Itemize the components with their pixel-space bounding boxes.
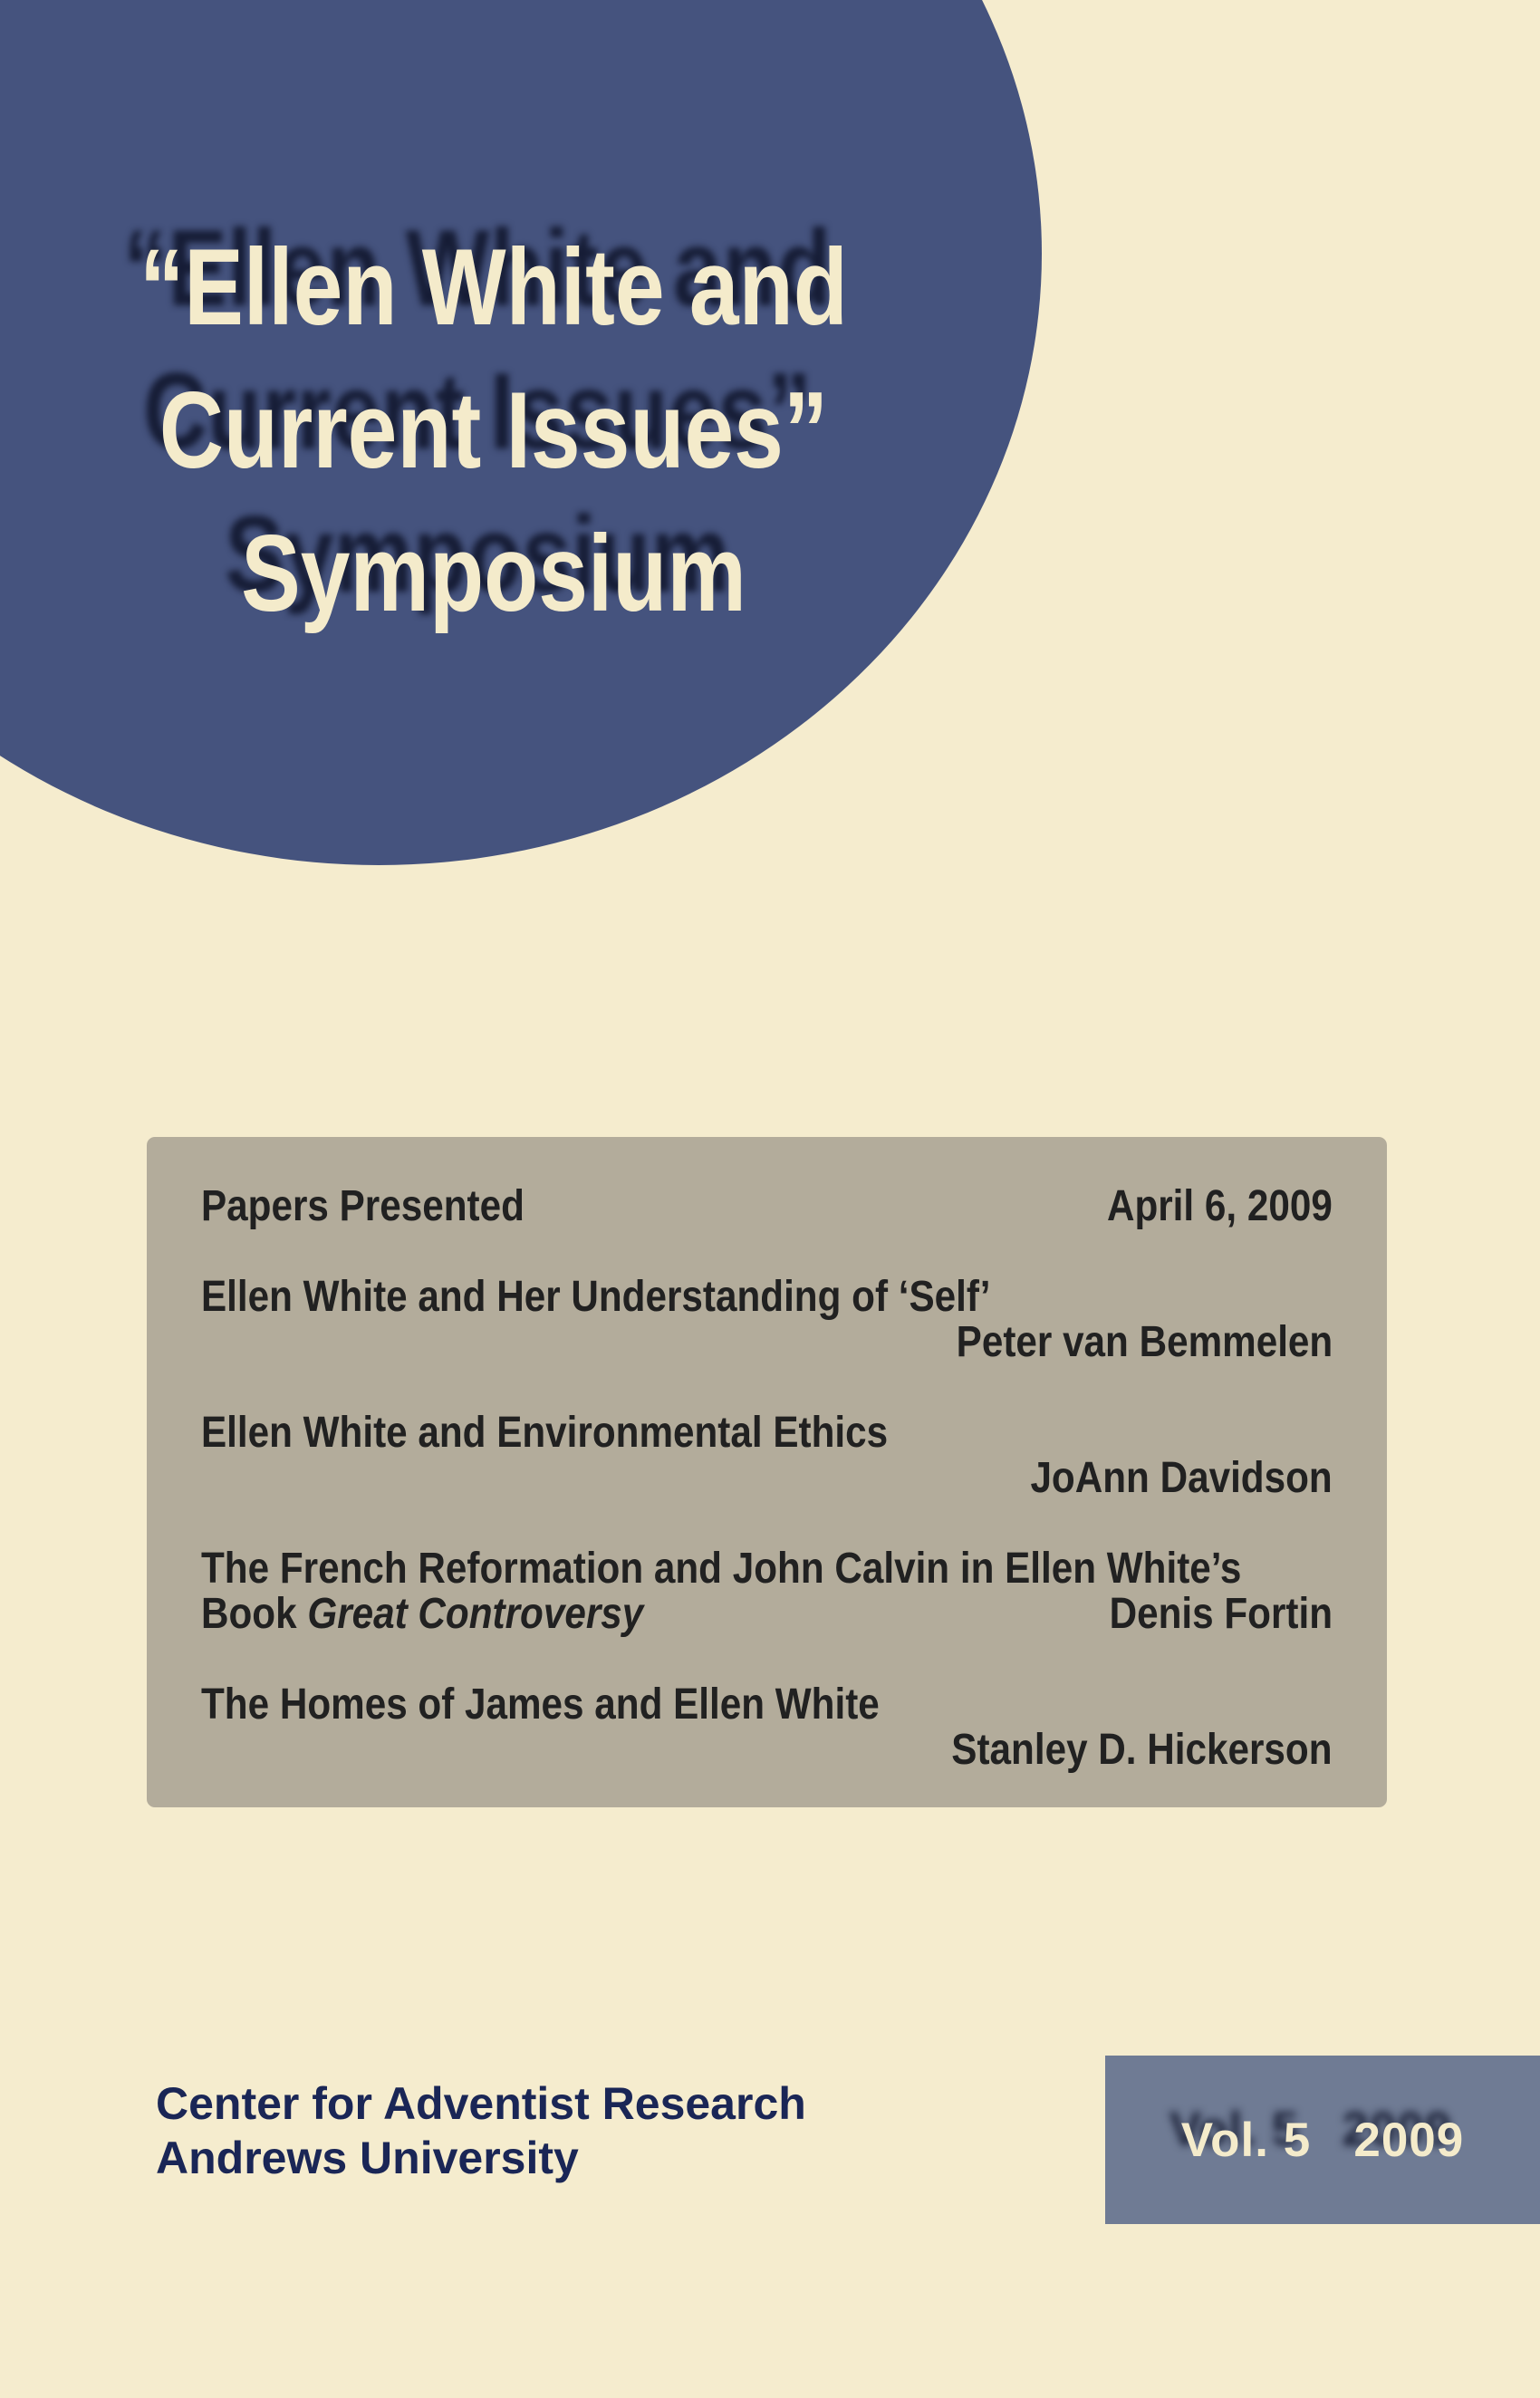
paper-title: Ellen White and Her Understanding of ‘Self’ bbox=[201, 1273, 991, 1321]
paper-author: Denis Fortin bbox=[1109, 1590, 1333, 1638]
paper-author: Peter van Bemmelen bbox=[956, 1318, 1333, 1366]
paper-title: Ellen White and Environmental Ethics bbox=[201, 1409, 889, 1457]
title-line-1: “Ellen White and bbox=[140, 226, 848, 348]
publisher-line-2: Andrews University bbox=[156, 2133, 579, 2183]
publisher-block bbox=[156, 2076, 806, 2185]
papers-presented-label: Papers Presented bbox=[201, 1182, 525, 1230]
volume-badge bbox=[1105, 2056, 1540, 2224]
paper-title: The French Reformation and John Calvin in Ellen White’s bbox=[201, 1545, 1242, 1593]
paper-title-line2: Book Great Controversy bbox=[201, 1590, 644, 1638]
title-line-2: Current Issues” bbox=[159, 370, 829, 491]
papers-list bbox=[147, 1137, 1387, 1807]
paper-title: The Homes of James and Ellen White bbox=[201, 1681, 880, 1729]
book-title-italic: Great Controversy bbox=[307, 1590, 644, 1638]
paper-author: Stanley D. Hickerson bbox=[951, 1726, 1333, 1774]
papers-header-row bbox=[201, 1184, 1333, 1229]
paper-author: JoAnn Davidson bbox=[1030, 1454, 1333, 1502]
title-line-3: Symposium bbox=[241, 513, 746, 634]
paper-title-author-row bbox=[201, 1592, 1333, 1637]
publisher-line-1: Center for Adventist Research bbox=[156, 2078, 806, 2129]
presentation-date: April 6, 2009 bbox=[1107, 1182, 1333, 1230]
symposium-title bbox=[48, 216, 939, 645]
volume-label: Vol. 5 2009 bbox=[1180, 2113, 1465, 2167]
